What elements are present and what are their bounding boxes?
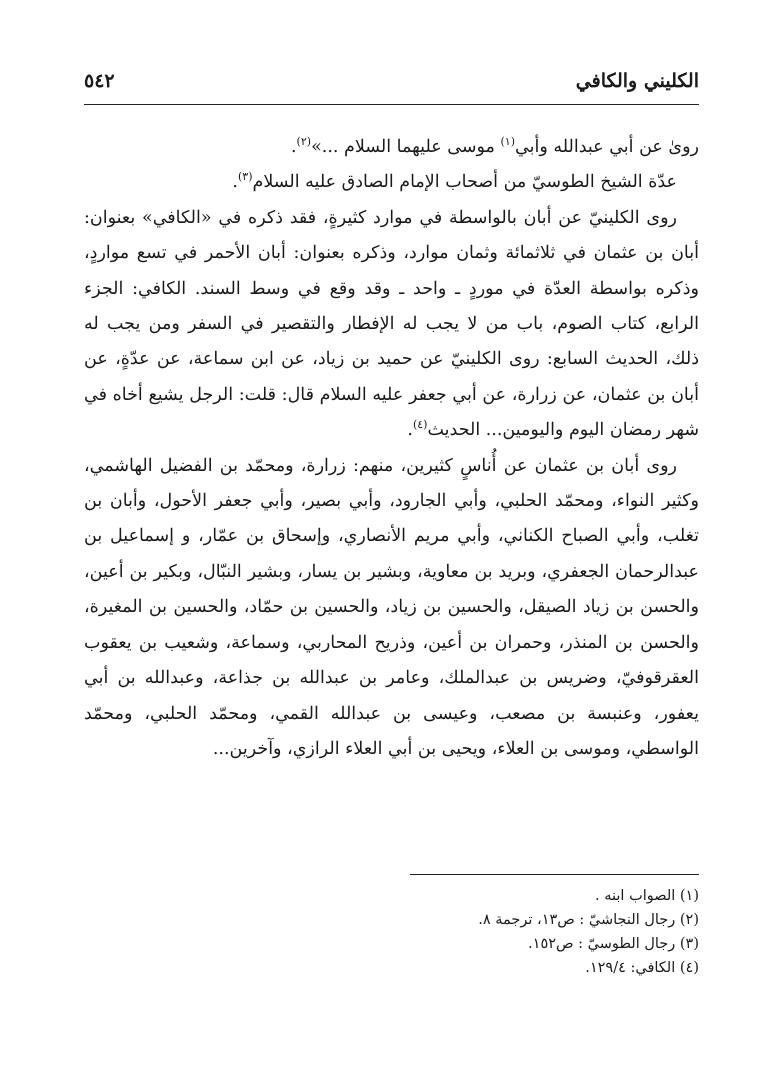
footnote-4: (٤) الكافي: ١٢٩/٤. (585, 960, 699, 976)
footnote-3: (٣) رجال الطوسيّ : ص١٥٢. (528, 936, 699, 952)
header-rule (84, 104, 699, 105)
page-number: ٥٤٢ (84, 70, 115, 92)
paragraph-4: روى أبان بن عثمان عن أُناسٍ كثيرين، منهم: زرارة، ومحمّد بن الفضيل الهاشمي، وكثير النواء، ومحمّد الحلبي، وأبي الجارود، وأبي بصير، وأبي جعفر الأحول، وأبان بن تغلب، وأبي الصباح الكناني، وأبي مريم الأنصاري، وإسحاق بن عمّار، و إسماعيل بن عبدالرحمان الجعفري، وبريد بن معاوية، وبشير بن يسار، وبشير النبّال، وبكير بن أعين، والحسن بن زياد الصيقل، والحسين بن زياد، والحسين بن حمّاد، والحسين بن المغيرة، والحسن بن المنذر، وحمران بن أعين، وذريح المحاربي، وسماعة، وشعيب بن يعقوب العقرقوفيّ، وضريس بن عبدالملك، وعامر بن عبدالله بن جذاعة، وعبدالله بن أبي يعفور، وعنبسة بن مصعب، وعيسى بن عبدالله القمي، ومحمّد الحلبي، ومحمّد الواسطي، وموسى بن العلاء، ويحيى بن أبي العلاء الرازي، وآخرين... (84, 455, 699, 759)
paragraph-2: عدّة الشيخ الطوسيّ من أصحاب الإمام الصادق عليه السلام$^{(٣)}$. (232, 170, 677, 193)
paragraph-3: روى الكلينيّ عن أبان بالواسطة في موارد كثيرةٍ، فقد ذكره في «الكافي» بعنوان: أبان بن عثمان في ثلاثمائة وثمان موارد، وذكره بعنوان: أبان الأحمر في تسع مواردٍ، وذكره بواسطة العدّة في موردٍ ـ واحد ـ وقد وقع في وسط السند. الكافي: الجزء الرابع، كتاب الصوم، باب من لا يجب له الإفطار والتقصير في السفر ومن يجب له ذلك، الحديث السابع: روى الكلينيّ عن حميد بن زياد، عن ابن سماعة، عن عدّةٍ، عن أبان بن عثمان، عن زرارة، عن أبي جعفر عليه السلام قال: قلت: الرجل يشيع أخاه في شهر رمضان اليوم واليومين... الحديث$^{(٤)}$. (84, 207, 699, 441)
main-text (84, 130, 699, 767)
running-title: الكليني والكافي (575, 70, 699, 92)
footnote-1: (١) الصواب ابنه . (595, 888, 699, 904)
footnote-ref-1: (١) (500, 135, 516, 149)
running-header (84, 70, 699, 104)
footnote-ref-2: (٢) (296, 135, 312, 149)
footnote-ref-4: (٤) (412, 418, 428, 432)
footnote-2: (٢) رجال النجاشيّ : ص١٣، ترجمة ٨. (478, 912, 699, 928)
paragraph-1: رویٰ عن أبي عبدالله وأبي$^{(١)}$ موسى عليهما السلام ...»$^{(٢)}$. (290, 135, 699, 157)
footnote-ref-3: (٣) (238, 170, 253, 184)
footnotes (84, 884, 699, 980)
footnote-rule (410, 874, 699, 875)
